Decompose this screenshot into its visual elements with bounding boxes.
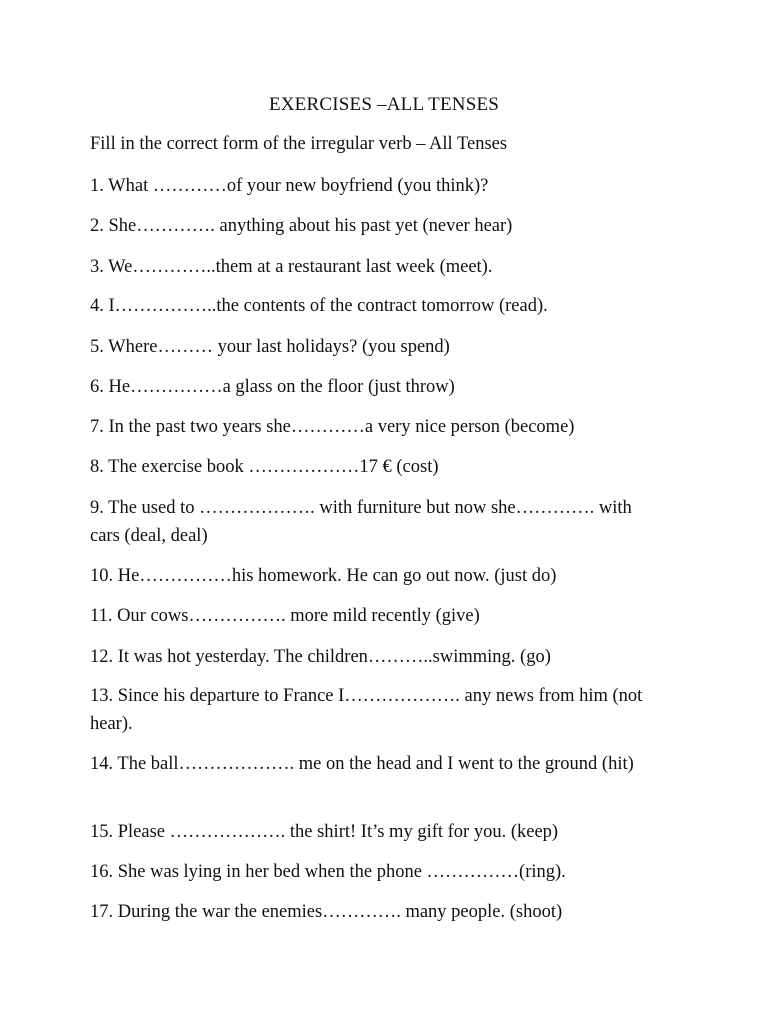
instructions-text: Fill in the correct form of the irregular verb – All Tenses	[90, 134, 508, 154]
exercise-item-2: 2. She…………. anything about his past yet (never hear)	[90, 216, 513, 236]
exercise-item-4: 4. I……………..the contents of the contract tomorrow (read).	[90, 296, 548, 316]
exercise-item-15: 15. Please ………………. the shirt! It’s my gift for you. (keep)	[90, 822, 559, 842]
exercise-item-9: 9. The used to ………………. with furniture but now she…………. with cars (deal, deal)	[90, 498, 632, 546]
exercise-item-11: 11. Our cows……………. more mild recently (give)	[90, 606, 480, 626]
exercise-item-16: 16. She was lying in her bed when the phone ……………(ring).	[90, 862, 566, 882]
exercise-item-14: 14. The ball………………. me on the head and I went to the ground (hit)	[90, 754, 634, 774]
exercise-item-13: 13. Since his departure to France I………………. any news from him (not hear).	[90, 686, 643, 734]
exercise-item-12: 12. It was hot yesterday. The children………..swimming. (go)	[90, 647, 551, 667]
exercise-item-8: 8. The exercise book ………………17 € (cost)	[90, 457, 439, 477]
page-title: EXERCISES –ALL TENSES	[268, 94, 500, 115]
exercise-item-1: 1. What …………of your new boyfriend (you think)?	[90, 176, 489, 196]
exercise-item-17: 17. During the war the enemies…………. many people. (shoot)	[90, 902, 563, 922]
exercise-item-6: 6. He……………a glass on the floor (just throw)	[90, 377, 455, 397]
exercise-item-7: 7. In the past two years she…………a very nice person (become)	[90, 417, 575, 437]
exercise-item-5: 5. Where……… your last holidays? (you spend)	[90, 337, 450, 357]
exercise-item-3: 3. We…………..them at a restaurant last week (meet).	[90, 257, 493, 277]
exercise-item-10: 10. He……………his homework. He can go out now. (just do)	[90, 566, 557, 586]
